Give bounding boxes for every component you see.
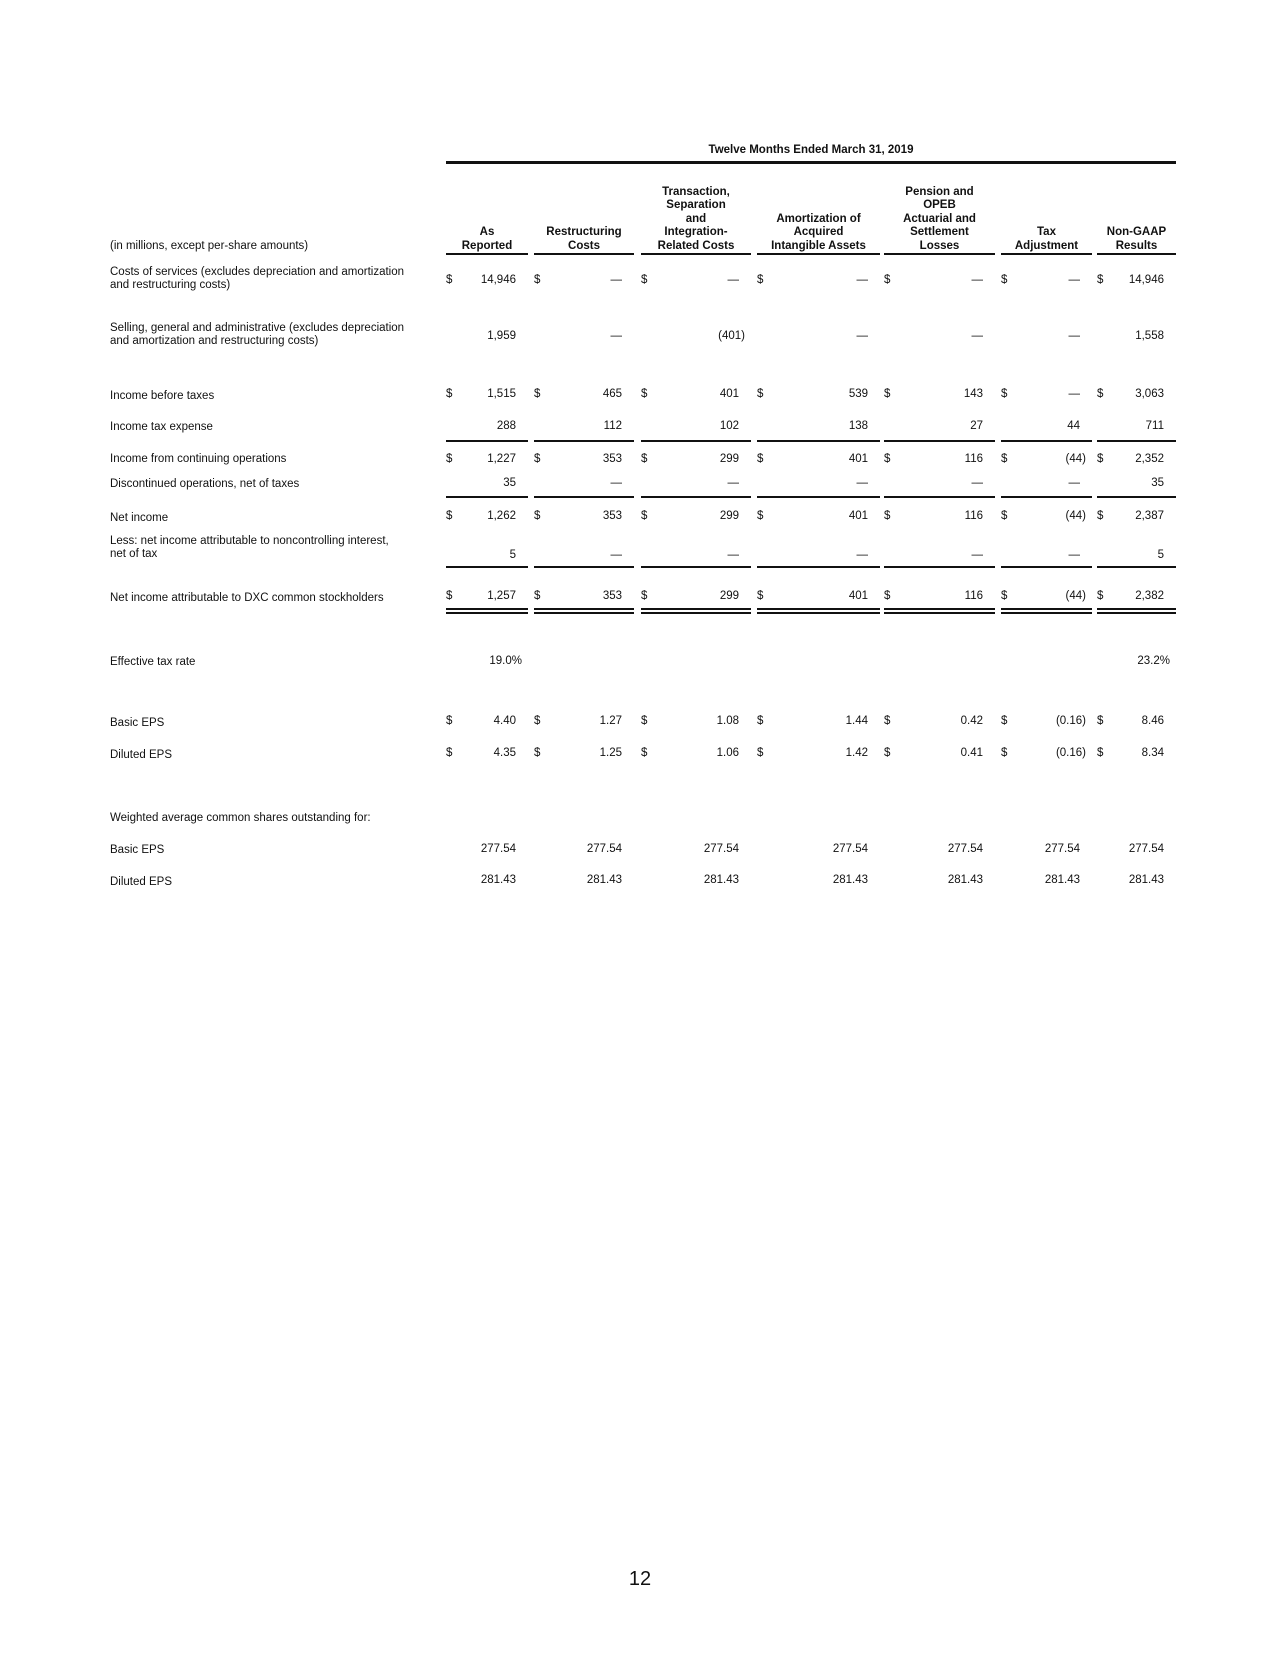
currency-symbol: $ bbox=[1097, 453, 1104, 465]
cell-costs-of-services-restructuring-costs bbox=[534, 274, 622, 287]
cell-value: 299 bbox=[719, 510, 739, 522]
column-header-as-reported: As Reported bbox=[446, 183, 528, 255]
double-underline bbox=[757, 608, 880, 614]
cell-value: — bbox=[971, 330, 983, 342]
cell-value: 116 bbox=[964, 510, 983, 522]
cell-diluted-shares-tax-adjustment bbox=[1001, 874, 1080, 887]
cell-value: — bbox=[1068, 388, 1080, 400]
single-underline bbox=[641, 440, 751, 442]
currency-symbol: $ bbox=[446, 274, 453, 286]
label-column-header: (in millions, except per-share amounts) bbox=[110, 240, 309, 252]
double-underline bbox=[1097, 608, 1176, 614]
cell-net-income-pension-opeb bbox=[884, 510, 983, 523]
cell-income-continuing-ops-non-gaap bbox=[1097, 453, 1164, 466]
row-label-diluted-eps: Diluted EPS bbox=[110, 749, 173, 761]
cell-costs-of-services-pension-opeb bbox=[884, 274, 983, 287]
single-underline bbox=[757, 566, 880, 568]
cell-value: 14,946 bbox=[480, 274, 516, 286]
single-underline bbox=[1097, 566, 1176, 568]
cell-basic-shares-pension-opeb bbox=[884, 843, 983, 856]
cell-value: 1.25 bbox=[599, 747, 622, 759]
cell-sga-transaction-costs bbox=[641, 330, 745, 343]
cell-effective-tax-rate-as-reported bbox=[446, 655, 522, 668]
title-rule bbox=[446, 161, 1176, 164]
cell-value: 5 bbox=[1157, 549, 1164, 561]
cell-income-tax-expense-pension-opeb bbox=[884, 420, 983, 433]
cell-value: 288 bbox=[496, 420, 516, 432]
cell-value: — bbox=[856, 549, 868, 561]
cell-income-before-taxes-non-gaap bbox=[1097, 388, 1164, 401]
cell-value: 281.43 bbox=[1044, 874, 1080, 886]
cell-discontinued-ops-restructuring-costs bbox=[534, 477, 622, 490]
single-underline bbox=[884, 566, 995, 568]
currency-symbol: $ bbox=[884, 274, 891, 286]
cell-value: 465 bbox=[602, 388, 622, 400]
cell-noncontrolling-interest-tax-adjustment bbox=[1001, 549, 1080, 562]
cell-income-continuing-ops-restructuring-costs bbox=[534, 453, 622, 466]
column-header-amortization: Amortization of Acquired Intangible Assets bbox=[757, 183, 880, 255]
cell-discontinued-ops-tax-adjustment bbox=[1001, 477, 1080, 490]
cell-value: 102 bbox=[719, 420, 739, 432]
cell-value: — bbox=[727, 274, 739, 286]
currency-symbol: $ bbox=[1097, 590, 1104, 602]
currency-symbol: $ bbox=[641, 747, 648, 759]
cell-net-income-non-gaap bbox=[1097, 510, 1164, 523]
cell-value: 277.54 bbox=[703, 843, 739, 855]
currency-symbol: $ bbox=[757, 453, 764, 465]
cell-value: 2,352 bbox=[1135, 453, 1164, 465]
currency-symbol: $ bbox=[641, 590, 648, 602]
single-underline bbox=[534, 496, 634, 498]
page-title: Twelve Months Ended March 31, 2019 bbox=[708, 144, 914, 156]
cell-value: 299 bbox=[719, 453, 739, 465]
cell-income-before-taxes-as-reported bbox=[446, 388, 516, 401]
cell-value: 277.54 bbox=[1044, 843, 1080, 855]
cell-value: 138 bbox=[848, 420, 868, 432]
cell-basic-shares-as-reported bbox=[446, 843, 516, 856]
cell-value: 19.0% bbox=[489, 655, 522, 667]
currency-symbol: $ bbox=[446, 510, 453, 522]
cell-value: (44) bbox=[1065, 453, 1086, 465]
currency-symbol: $ bbox=[534, 510, 541, 522]
currency-symbol: $ bbox=[534, 388, 541, 400]
cell-value: — bbox=[856, 330, 868, 342]
cell-value: 277.54 bbox=[1128, 843, 1164, 855]
cell-noncontrolling-interest-as-reported bbox=[446, 549, 516, 562]
cell-value: — bbox=[610, 330, 622, 342]
cell-diluted-eps-tax-adjustment bbox=[1001, 747, 1086, 760]
cell-sga-restructuring-costs bbox=[534, 330, 622, 343]
row-label-effective-tax-rate: Effective tax rate bbox=[110, 656, 196, 668]
cell-value: 401 bbox=[719, 388, 739, 400]
currency-symbol: $ bbox=[641, 715, 648, 727]
cell-noncontrolling-interest-non-gaap bbox=[1097, 549, 1164, 562]
currency-symbol: $ bbox=[1097, 274, 1104, 286]
cell-value: 711 bbox=[1145, 420, 1164, 432]
cell-income-continuing-ops-pension-opeb bbox=[884, 453, 983, 466]
cell-sga-non-gaap bbox=[1097, 330, 1164, 343]
cell-net-income-dxc-restructuring-costs bbox=[534, 590, 622, 603]
cell-net-income-restructuring-costs bbox=[534, 510, 622, 523]
cell-diluted-eps-transaction-costs bbox=[641, 747, 739, 760]
cell-net-income-dxc-as-reported bbox=[446, 590, 516, 603]
currency-symbol: $ bbox=[1001, 715, 1008, 727]
column-header-transaction-costs: Transaction, Separation and Integration- Related Costs bbox=[641, 183, 751, 255]
cell-value: 281.43 bbox=[703, 874, 739, 886]
single-underline bbox=[1001, 566, 1092, 568]
cell-value: 1.44 bbox=[845, 715, 868, 727]
single-underline bbox=[1001, 496, 1092, 498]
cell-value: 1,227 bbox=[487, 453, 516, 465]
currency-symbol: $ bbox=[1097, 510, 1104, 522]
currency-symbol: $ bbox=[534, 453, 541, 465]
cell-noncontrolling-interest-amortization bbox=[757, 549, 868, 562]
cell-diluted-eps-pension-opeb bbox=[884, 747, 983, 760]
cell-value: — bbox=[727, 549, 739, 561]
cell-diluted-shares-amortization bbox=[757, 874, 868, 887]
single-underline bbox=[641, 496, 751, 498]
currency-symbol: $ bbox=[446, 715, 453, 727]
currency-symbol: $ bbox=[757, 747, 764, 759]
cell-value: 277.54 bbox=[832, 843, 868, 855]
cell-value: 1,262 bbox=[487, 510, 516, 522]
cell-value: 8.34 bbox=[1141, 747, 1164, 759]
cell-net-income-transaction-costs bbox=[641, 510, 739, 523]
cell-value: 14,946 bbox=[1128, 274, 1164, 286]
cell-net-income-dxc-amortization bbox=[757, 590, 868, 603]
currency-symbol: $ bbox=[534, 715, 541, 727]
currency-symbol: $ bbox=[1097, 715, 1104, 727]
single-underline bbox=[641, 566, 751, 568]
cell-income-before-taxes-transaction-costs bbox=[641, 388, 739, 401]
cell-value: 1.27 bbox=[599, 715, 622, 727]
single-underline bbox=[757, 440, 880, 442]
currency-symbol: $ bbox=[641, 510, 648, 522]
cell-discontinued-ops-transaction-costs bbox=[641, 477, 739, 490]
row-label-net-income: Net income bbox=[110, 512, 169, 524]
cell-income-tax-expense-restructuring-costs bbox=[534, 420, 622, 433]
cell-value: 3,063 bbox=[1135, 388, 1164, 400]
cell-costs-of-services-amortization bbox=[757, 274, 868, 287]
cell-income-before-taxes-tax-adjustment bbox=[1001, 388, 1080, 401]
cell-noncontrolling-interest-transaction-costs bbox=[641, 549, 739, 562]
currency-symbol: $ bbox=[1097, 747, 1104, 759]
single-underline bbox=[446, 496, 528, 498]
cell-basic-shares-tax-adjustment bbox=[1001, 843, 1080, 856]
currency-symbol: $ bbox=[757, 715, 764, 727]
currency-symbol: $ bbox=[534, 747, 541, 759]
cell-net-income-dxc-non-gaap bbox=[1097, 590, 1164, 603]
cell-value: 281.43 bbox=[1128, 874, 1164, 886]
cell-sga-tax-adjustment bbox=[1001, 330, 1080, 343]
cell-value: 277.54 bbox=[586, 843, 622, 855]
cell-costs-of-services-as-reported bbox=[446, 274, 516, 287]
cell-value: 1,515 bbox=[487, 388, 516, 400]
cell-income-tax-expense-non-gaap bbox=[1097, 420, 1164, 433]
cell-income-before-taxes-amortization bbox=[757, 388, 868, 401]
cell-value: 4.40 bbox=[493, 715, 516, 727]
currency-symbol: $ bbox=[641, 274, 648, 286]
cell-noncontrolling-interest-pension-opeb bbox=[884, 549, 983, 562]
row-label-diluted-shares: Diluted EPS bbox=[110, 876, 173, 888]
cell-value: 1.06 bbox=[716, 747, 739, 759]
column-header-restructuring-costs: Restructuring Costs bbox=[534, 183, 634, 255]
cell-value: 112 bbox=[603, 420, 622, 432]
cell-value: — bbox=[1068, 549, 1080, 561]
cell-value: — bbox=[971, 477, 983, 489]
cell-value: 1,959 bbox=[487, 330, 516, 342]
currency-symbol: $ bbox=[757, 590, 764, 602]
currency-symbol: $ bbox=[1001, 388, 1008, 400]
single-underline bbox=[884, 440, 995, 442]
cell-value: 539 bbox=[848, 388, 868, 400]
cell-net-income-tax-adjustment bbox=[1001, 510, 1086, 523]
cell-value: 1.42 bbox=[845, 747, 868, 759]
currency-symbol: $ bbox=[1001, 590, 1008, 602]
currency-symbol: $ bbox=[884, 510, 891, 522]
cell-value: 0.42 bbox=[960, 715, 983, 727]
currency-symbol: $ bbox=[884, 715, 891, 727]
cell-value: — bbox=[1068, 274, 1080, 286]
cell-value: 0.41 bbox=[960, 747, 983, 759]
single-underline bbox=[534, 566, 634, 568]
currency-symbol: $ bbox=[884, 453, 891, 465]
currency-symbol: $ bbox=[1001, 274, 1008, 286]
cell-diluted-shares-non-gaap bbox=[1097, 874, 1164, 887]
cell-diluted-shares-pension-opeb bbox=[884, 874, 983, 887]
cell-value: — bbox=[1068, 477, 1080, 489]
row-label-basic-shares: Basic EPS bbox=[110, 844, 165, 856]
row-label-income-before-taxes: Income before taxes bbox=[110, 390, 215, 402]
currency-symbol: $ bbox=[884, 590, 891, 602]
cell-sga-as-reported bbox=[446, 330, 516, 343]
cell-basic-eps-non-gaap bbox=[1097, 715, 1164, 728]
cell-value: 23.2% bbox=[1137, 655, 1170, 667]
cell-value: 35 bbox=[1151, 477, 1164, 489]
cell-value: (0.16) bbox=[1055, 747, 1086, 759]
cell-value: 27 bbox=[970, 420, 983, 432]
cell-value: (0.16) bbox=[1055, 715, 1086, 727]
cell-value: (44) bbox=[1065, 510, 1086, 522]
cell-value: 277.54 bbox=[947, 843, 983, 855]
cell-diluted-eps-restructuring-costs bbox=[534, 747, 622, 760]
cell-basic-shares-transaction-costs bbox=[641, 843, 739, 856]
cell-sga-amortization bbox=[757, 330, 868, 343]
cell-value: 116 bbox=[964, 590, 983, 602]
cell-value: — bbox=[610, 549, 622, 561]
cell-income-tax-expense-as-reported bbox=[446, 420, 516, 433]
cell-costs-of-services-transaction-costs bbox=[641, 274, 739, 287]
cell-value: 281.43 bbox=[586, 874, 622, 886]
currency-symbol: $ bbox=[757, 274, 764, 286]
cell-value: 5 bbox=[509, 549, 516, 561]
cell-basic-shares-non-gaap bbox=[1097, 843, 1164, 856]
currency-symbol: $ bbox=[446, 453, 453, 465]
currency-symbol: $ bbox=[446, 388, 453, 400]
cell-value: 1,558 bbox=[1135, 330, 1164, 342]
cell-value: 401 bbox=[848, 453, 868, 465]
currency-symbol: $ bbox=[446, 590, 453, 602]
currency-symbol: $ bbox=[641, 453, 648, 465]
cell-noncontrolling-interest-restructuring-costs bbox=[534, 549, 622, 562]
cell-income-continuing-ops-tax-adjustment bbox=[1001, 453, 1086, 466]
cell-basic-eps-tax-adjustment bbox=[1001, 715, 1086, 728]
cell-value: 1,257 bbox=[487, 590, 516, 602]
cell-value: 353 bbox=[602, 453, 622, 465]
cell-value: — bbox=[971, 274, 983, 286]
cell-diluted-eps-amortization bbox=[757, 747, 868, 760]
cell-diluted-shares-restructuring-costs bbox=[534, 874, 622, 887]
cell-net-income-dxc-pension-opeb bbox=[884, 590, 983, 603]
cell-basic-shares-restructuring-costs bbox=[534, 843, 622, 856]
cell-value: 44 bbox=[1067, 420, 1080, 432]
row-label-net-income-dxc: Net income attributable to DXC common stockholders bbox=[110, 592, 384, 604]
cell-value: 353 bbox=[602, 590, 622, 602]
cell-value: (44) bbox=[1065, 590, 1086, 602]
cell-basic-eps-restructuring-costs bbox=[534, 715, 622, 728]
cell-income-tax-expense-amortization bbox=[757, 420, 868, 433]
single-underline bbox=[757, 496, 880, 498]
currency-symbol: $ bbox=[884, 747, 891, 759]
cell-net-income-amortization bbox=[757, 510, 868, 523]
single-underline bbox=[446, 440, 528, 442]
cell-costs-of-services-non-gaap bbox=[1097, 274, 1164, 287]
single-underline bbox=[534, 440, 634, 442]
double-underline bbox=[534, 608, 634, 614]
cell-basic-eps-amortization bbox=[757, 715, 868, 728]
cell-value: 2,382 bbox=[1135, 590, 1164, 602]
cell-diluted-eps-as-reported bbox=[446, 747, 516, 760]
column-header-non-gaap: Non-GAAP Results bbox=[1097, 183, 1176, 255]
cell-value: 143 bbox=[963, 388, 983, 400]
currency-symbol: $ bbox=[1097, 388, 1104, 400]
currency-symbol: $ bbox=[534, 590, 541, 602]
cell-basic-shares-amortization bbox=[757, 843, 868, 856]
currency-symbol: $ bbox=[534, 274, 541, 286]
double-underline bbox=[641, 608, 751, 614]
row-label-income-tax-expense: Income tax expense bbox=[110, 421, 213, 433]
double-underline bbox=[446, 608, 528, 614]
cell-income-before-taxes-restructuring-costs bbox=[534, 388, 622, 401]
cell-discontinued-ops-pension-opeb bbox=[884, 477, 983, 490]
cell-value: 1.08 bbox=[716, 715, 739, 727]
single-underline bbox=[1097, 440, 1176, 442]
row-label-sga: Selling, general and administrative (excludes depreciation and amortization and restructuring costs) bbox=[110, 322, 405, 347]
cell-discontinued-ops-amortization bbox=[757, 477, 868, 490]
row-label-income-continuing-ops: Income from continuing operations bbox=[110, 453, 287, 465]
double-underline bbox=[1001, 608, 1092, 614]
single-underline bbox=[1097, 496, 1176, 498]
currency-symbol: $ bbox=[641, 388, 648, 400]
cell-diluted-shares-transaction-costs bbox=[641, 874, 739, 887]
cell-value: — bbox=[856, 477, 868, 489]
cell-value: — bbox=[856, 274, 868, 286]
cell-income-continuing-ops-transaction-costs bbox=[641, 453, 739, 466]
cell-value: 281.43 bbox=[480, 874, 516, 886]
row-label-costs-of-services: Costs of services (excludes depreciation and amortization and restructuring costs) bbox=[110, 266, 405, 291]
cell-value: 401 bbox=[848, 590, 868, 602]
cell-value: 299 bbox=[719, 590, 739, 602]
single-underline bbox=[446, 566, 528, 568]
cell-value: 277.54 bbox=[480, 843, 516, 855]
cell-value: 35 bbox=[503, 477, 516, 489]
cell-net-income-as-reported bbox=[446, 510, 516, 523]
cell-basic-eps-transaction-costs bbox=[641, 715, 739, 728]
cell-value: 8.46 bbox=[1141, 715, 1164, 727]
page-number: 12 bbox=[628, 1568, 652, 1590]
cell-value: 353 bbox=[602, 510, 622, 522]
cell-income-continuing-ops-as-reported bbox=[446, 453, 516, 466]
column-header-tax-adjustment: Tax Adjustment bbox=[1001, 183, 1092, 255]
cell-income-before-taxes-pension-opeb bbox=[884, 388, 983, 401]
currency-symbol: $ bbox=[1001, 453, 1008, 465]
cell-value: — bbox=[610, 477, 622, 489]
cell-value: 281.43 bbox=[947, 874, 983, 886]
currency-symbol: $ bbox=[757, 510, 764, 522]
double-underline bbox=[884, 608, 995, 614]
currency-symbol: $ bbox=[446, 747, 453, 759]
cell-discontinued-ops-non-gaap bbox=[1097, 477, 1164, 490]
single-underline bbox=[884, 496, 995, 498]
cell-value: (401) bbox=[718, 330, 745, 342]
column-header-pension-opeb: Pension and OPEB Actuarial and Settlement Losses bbox=[884, 183, 995, 255]
cell-sga-pension-opeb bbox=[884, 330, 983, 343]
cell-income-continuing-ops-amortization bbox=[757, 453, 868, 466]
cell-value: 401 bbox=[848, 510, 868, 522]
row-label-discontinued-ops: Discontinued operations, net of taxes bbox=[110, 478, 300, 490]
currency-symbol: $ bbox=[1001, 510, 1008, 522]
cell-basic-eps-pension-opeb bbox=[884, 715, 983, 728]
row-label-noncontrolling-interest: Less: net income attributable to noncontrolling interest, net of tax bbox=[110, 535, 389, 560]
cell-value: 4.35 bbox=[493, 747, 516, 759]
cell-income-tax-expense-transaction-costs bbox=[641, 420, 739, 433]
cell-value: — bbox=[727, 477, 739, 489]
cell-value: — bbox=[610, 274, 622, 286]
single-underline bbox=[1001, 440, 1092, 442]
cell-net-income-dxc-transaction-costs bbox=[641, 590, 739, 603]
cell-costs-of-services-tax-adjustment bbox=[1001, 274, 1080, 287]
cell-value: 281.43 bbox=[832, 874, 868, 886]
row-label-basic-eps: Basic EPS bbox=[110, 717, 165, 729]
row-label-weighted-average-heading: Weighted average common shares outstanding for: bbox=[110, 812, 371, 824]
cell-discontinued-ops-as-reported bbox=[446, 477, 516, 490]
currency-symbol: $ bbox=[884, 388, 891, 400]
cell-value: 2,387 bbox=[1135, 510, 1164, 522]
cell-basic-eps-as-reported bbox=[446, 715, 516, 728]
cell-value: 116 bbox=[964, 453, 983, 465]
currency-symbol: $ bbox=[757, 388, 764, 400]
cell-diluted-eps-non-gaap bbox=[1097, 747, 1164, 760]
cell-value: — bbox=[1068, 330, 1080, 342]
cell-diluted-shares-as-reported bbox=[446, 874, 516, 887]
cell-effective-tax-rate-non-gaap bbox=[1097, 655, 1170, 668]
cell-income-tax-expense-tax-adjustment bbox=[1001, 420, 1080, 433]
cell-net-income-dxc-tax-adjustment bbox=[1001, 590, 1086, 603]
cell-value: — bbox=[971, 549, 983, 561]
currency-symbol: $ bbox=[1001, 747, 1008, 759]
